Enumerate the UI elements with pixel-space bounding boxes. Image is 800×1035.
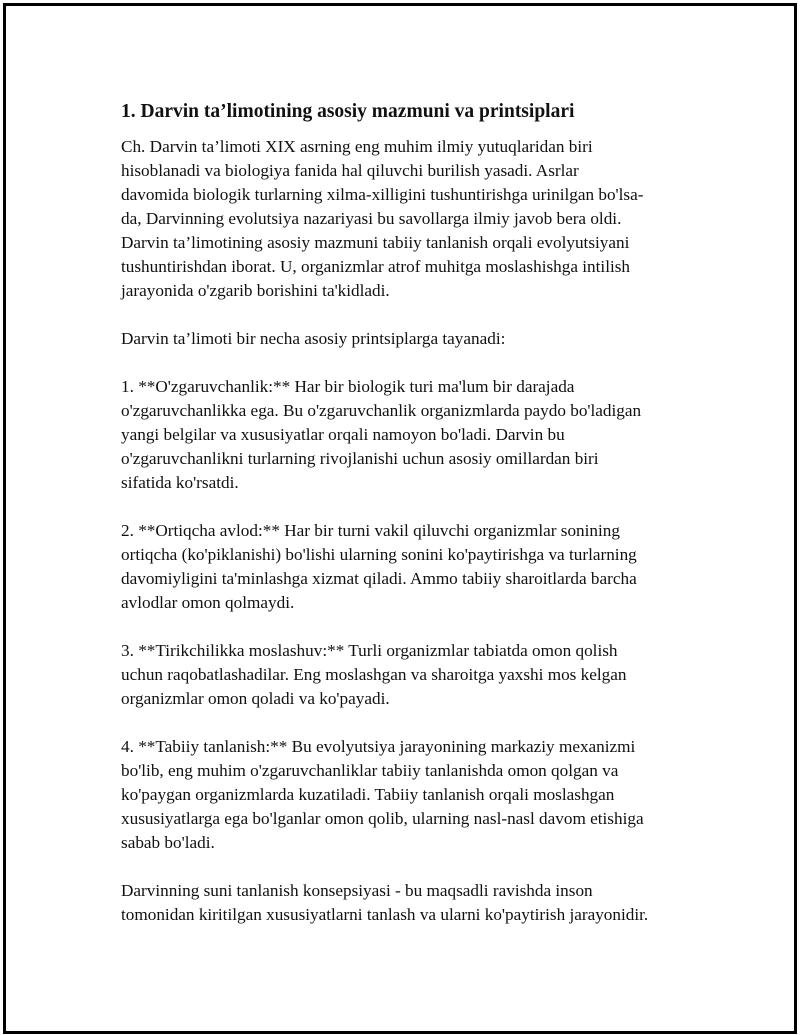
paragraph-list: [121, 135, 701, 927]
paragraph-line: 1. **O'zgaruvchanlik:** Har bir biologik turi ma'lum bir darajada: [121, 377, 575, 396]
paragraph-line: uchun raqobatlashadilar. Eng moslashgan va sharoitga yaxshi mos kelgan: [121, 665, 627, 684]
paragraph-line: o'zgaruvchanlikka ega. Bu o'zgaruvchanlik organizmlarda paydo bo'ladigan: [121, 401, 642, 420]
paragraph-line: hisoblanadi va biologiya fanida hal qiluvchi burilish yasadi. Asrlar: [121, 161, 579, 180]
document-body: [121, 98, 701, 951]
paragraph: [121, 879, 701, 927]
paragraph-line: o'zgaruvchanlikni turlarning rivojlanishi uchun asosiy omillardan biri: [121, 449, 599, 468]
paragraph-line: ko'paygan organizmlarda kuzatiladi. Tabiiy tanlanish orqali moslashgan: [121, 785, 615, 804]
paragraph-line: davomida biologik turlarning xilma-xilligini tushuntirishga urinilgan bo'lsa-: [121, 185, 644, 204]
paragraph-line: ortiqcha (ko'piklanishi) bo'lishi ularning sonini ko'paytirishga va turlarning: [121, 545, 637, 564]
paragraph: [121, 375, 701, 495]
paragraph-line: jarayonida o'zgarib borishini ta'kidladi.: [121, 281, 390, 300]
paragraph-line: bo'lib, eng muhim o'zgaruvchanliklar tabiiy tanlanishda omon qolgan va: [121, 761, 619, 780]
page-frame: [3, 3, 797, 1034]
paragraph-line: avlodlar omon qolmaydi.: [121, 593, 295, 612]
paragraph-line: sifatida ko'rsatdi.: [121, 473, 239, 492]
paragraph: [121, 135, 701, 303]
paragraph-line: organizmlar omon qoladi va ko'payadi.: [121, 689, 390, 708]
paragraph-line: xususiyatlarga ega bo'lganlar omon qolib, ularning nasl-nasl davom etishiga: [121, 809, 644, 828]
paragraph-line: 2. **Ortiqcha avlod:** Har bir turni vakil qiluvchi organizmlar sonining: [121, 521, 620, 540]
paragraph-line: davomiyligini ta'minlashga xizmat qiladi. Ammo tabiiy sharoitlarda barcha: [121, 569, 637, 588]
paragraph: [121, 327, 701, 351]
paragraph-line: Ch. Darvin ta’limoti XIX asrning eng muhim ilmiy yutuqlaridan biri: [121, 137, 593, 156]
paragraph-line: 3. **Tirikchilikka moslashuv:** Turli organizmlar tabiatda omon qolish: [121, 641, 618, 660]
paragraph-line: yangi belgilar va xususiyatlar orqali namoyon bo'ladi. Darvin bu: [121, 425, 565, 444]
section-heading: 1. Darvin ta’limotining asosiy mazmuni va printsiplari: [121, 101, 575, 122]
paragraph-line: Darvin ta’limotining asosiy mazmuni tabiiy tanlanish orqali evolyutsiyani: [121, 233, 630, 252]
paragraph-line: da, Darvinning evolutsiya nazariyasi bu savollarga ilmiy javob bera oldi.: [121, 209, 622, 228]
paragraph-line: Darvin ta’limoti bir necha asosiy printsiplarga tayanadi:: [121, 329, 506, 348]
paragraph-line: tushuntirishdan iborat. U, organizmlar atrof muhitga moslashishga intilish: [121, 257, 631, 276]
paragraph-line: 4. **Tabiiy tanlanish:** Bu evolyutsiya jarayonining markaziy mexanizmi: [121, 737, 636, 756]
paragraph: [121, 735, 701, 855]
paragraph: [121, 519, 701, 615]
paragraph-line: tomonidan kiritilgan xususiyatlarni tanlash va ularni ko'paytirish jarayonidir.: [121, 905, 649, 924]
paragraph: [121, 639, 701, 711]
paragraph-line: Darvinning suni tanlanish konsepsiyasi - bu maqsadli ravishda inson: [121, 881, 593, 900]
paragraph-line: sabab bo'ladi.: [121, 833, 215, 852]
